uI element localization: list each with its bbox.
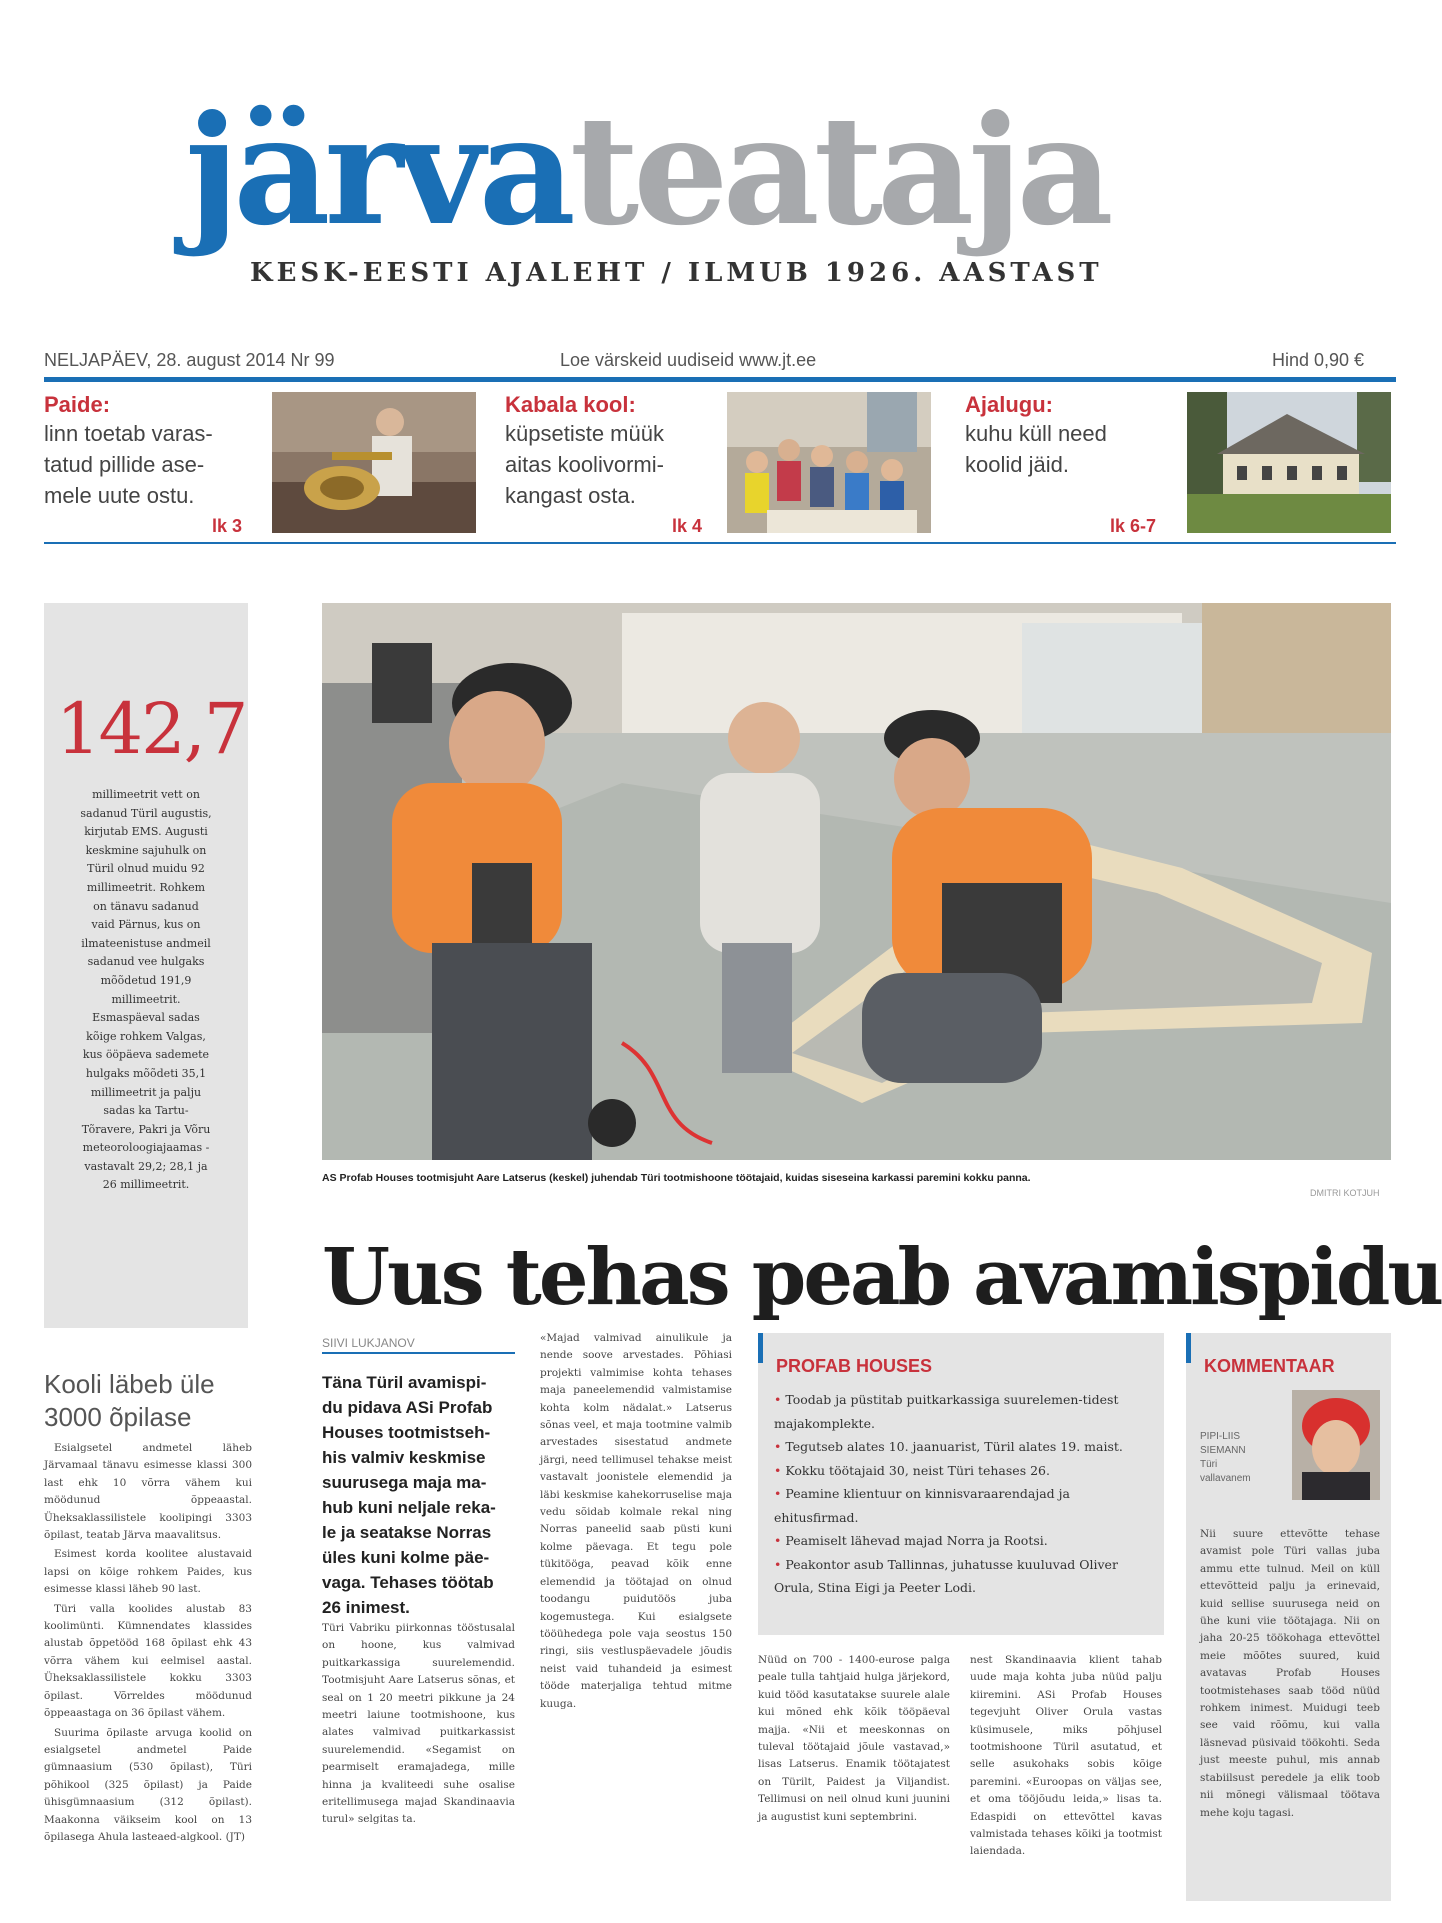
teaser-page-ref[interactable]: lk 3 bbox=[212, 516, 243, 536]
fact-text-line: sadanud Türil augustis, bbox=[80, 806, 212, 820]
fact-text-line: kirjutab EMS. Augusti bbox=[84, 825, 208, 839]
fact-text-line: millimeetrit. Rohkem bbox=[86, 880, 206, 894]
fact-text-line: mõõdetud 191,9 bbox=[100, 973, 192, 987]
infobox-bullet: • Peakontor asub Tallinnas, juhatusse kuuluvad Oliver Orula, Stina Eigi ja Peeter Lodi. bbox=[774, 1556, 1118, 1595]
masthead-tagline: KESK-EESTI AJALEHT / ILMUB 1926. AASTAST bbox=[250, 258, 1103, 288]
kooli-title-line: 3000 õpilase bbox=[44, 1402, 192, 1432]
fact-text-line: 26 millimeetrit. bbox=[102, 1178, 190, 1192]
article-headline: Uus tehas peab avamispidu bbox=[322, 1232, 1442, 1323]
fact-text-line: Esmaspäeval sadas bbox=[92, 1011, 200, 1025]
logo-brand-teataja: teataja bbox=[569, 83, 1108, 259]
teaser-title: Kabala kool: bbox=[505, 392, 636, 417]
kooli-paragraph: Esialgsetel andmetel läheb Järvamaal tänavu esimesse klassi 300 last ehk 10 võrra vähem kui möödunud õppeaastal. Üheksaklassilistele koolipingi 3303 õpilast, teatab Järva maavalitsus. bbox=[44, 1442, 252, 1542]
fact-text-line: hulgaks mõõdeti 35,1 bbox=[85, 1066, 207, 1080]
teaser-text-line: aitas koolivormi- bbox=[505, 452, 664, 477]
lead-line: 26 inimest. bbox=[322, 1598, 410, 1617]
kooli-body bbox=[44, 1440, 252, 1846]
issue-date: NELJAPÄEV, 28. august 2014 Nr 99 bbox=[44, 350, 335, 370]
fact-text-line: Türil olnud muidu 92 bbox=[87, 862, 205, 876]
photo-credit: DMITRI KOTJUH bbox=[1310, 1188, 1380, 1198]
infobox-accent-bar bbox=[758, 1333, 763, 1363]
infobox-bullet: • Peamine klientuur on kinnisvaraarendajad ja ehitusfirmad. bbox=[774, 1486, 1070, 1525]
masthead-logo bbox=[185, 83, 1108, 259]
teaser-title: Paide: bbox=[44, 392, 111, 417]
teaser-title: Ajalugu: bbox=[965, 392, 1053, 417]
article-byline: SIIVI LUKJANOV bbox=[322, 1336, 415, 1350]
teaser-photo-horn bbox=[272, 392, 476, 533]
comment-author-line: vallavanem bbox=[1200, 1473, 1251, 1484]
bullet-dot-icon: • bbox=[774, 1486, 786, 1501]
lead-line: Täna Türil avamispi- bbox=[322, 1373, 487, 1392]
bullet-dot-icon: • bbox=[774, 1556, 786, 1572]
article-col-3: Nüüd on 700 - 1400-eurose palga peale tulla tahtjaid hulga järjekord, kuid tööd kasutatakse suurele alale kui mõned ehk kõik tööpäeval majja. «Nii et meeskonnas on tuleval töötajaid jõule vastavad,» lisas Latserus. Enamik töötajatest on Türilt, Paidest ja Viljandist. Tellimusi on neil olnud kuni juunini ja augustist kuni septembrini. bbox=[758, 1654, 950, 1823]
lead-line: üles kuni kolme päe- bbox=[322, 1548, 490, 1567]
fact-text-line: kus ööpäeva sademete bbox=[82, 1048, 210, 1062]
kooli-title-line: Kooli läbeb üle bbox=[44, 1369, 215, 1399]
fact-text-line: millimeetrit vett on bbox=[92, 788, 200, 801]
teaser-text-line: küpsetiste müük bbox=[505, 421, 664, 446]
comment-author-line: SIEMANN bbox=[1200, 1445, 1246, 1456]
kooli-paragraph: Türi valla koolides alustab 83 koolimünti. Kümnendates klassides alustab õppetööd 168 õpilast ehk 43 võrra vähem kui eelmisel aastal. Üheksaklassilistele kokku 3303 õpilast. Võrreldes möödunud õppeaastaga on 36 õpilast vähem. bbox=[44, 1602, 252, 1720]
teaser-ajalugu[interactable] bbox=[965, 392, 1165, 480]
lead-line: du pidava ASi Profab bbox=[322, 1398, 493, 1417]
comment-accent-bar bbox=[1186, 1333, 1191, 1363]
lead-line: vaga. Tehases töötab bbox=[322, 1573, 494, 1592]
infobox-bullet: • Peamiselt lähevad majad Norra ja Rootsi. bbox=[774, 1533, 1048, 1548]
teaser-text-line: kuhu küll need bbox=[965, 421, 1107, 446]
fact-text-line: kõige rohkem Valgas, bbox=[86, 1029, 206, 1043]
article-col-1: Türi Vabriku piirkonnas tööstusalal on hoone, kus valmivad puitkarkassiga suurelemendid. Tootmisjuht Aare Latserus sõnas, et seal on 1 20 meetri pikkune ja 24 meetri laiune tootmishoone, kus alates valmivad puitkarkassist suurelemendid. «Segamist on pearmiselt eramajadega, mille hinna ja kvaliteedi suhe osalise eritellimusega majad Skandinaavia turul» selgitas ta. bbox=[322, 1622, 515, 1826]
fact-text-line: vastavalt 29,2; 28,1 ja bbox=[84, 1159, 208, 1173]
teaser-text-line: kangast osta. bbox=[505, 483, 636, 508]
infobox-bullet: • Kokku töötajaid 30, neist Türi tehases 26. bbox=[774, 1462, 1050, 1478]
kooli-paragraph: Suurima õpilaste arvuga koolid on esialgsetel andmetel Paide gümnaasium (530 õpilast), Türi põhikool (325 õpilast) ja Paide ühisgümnaasium (312 õpilast). Maakonna väikseim kool on 13 õpilasega Ahula lasteaed-algkool. (JT) bbox=[44, 1726, 252, 1843]
teaser-photo-children bbox=[727, 392, 931, 533]
comment-title: KOMMENTAAR bbox=[1204, 1356, 1335, 1376]
infobox-bullet: • Tegutseb alates 10. jaanuarist, Türil alates 19. maist. bbox=[774, 1439, 1123, 1454]
comment-text: Nii suure ettevõtte tehase avamist pole Türi vallas juba ammu ette tulnud. Meil on küll ettevõtteid palju ja erinevaid, kuid sellise suurusega neid on ühe kuni viie töötajaga. Nii on jaha 20-25 töökohaga ettevõttel meie mõõtes suured, kuid avatavas Profab Houses tootmistehases saab tööd nüüd rohkem inimest. Muidugi teeb see vaid rõõmu, kui valla läsnevad püsivaid töökohti. Seda just meeste puhul, mis annab stabiilsust peredele ja elik toob nii mõnegi välismaal töötava mehe koju tagasi. bbox=[1200, 1528, 1380, 1819]
fact-text-line: sadas ka Tartu- bbox=[103, 1104, 189, 1118]
article-col-2: «Majad valmivad ainulikule ja nende soove arvestades. Põhiasi projekti valmimise kohta tehases maja paneelemendid valmistamise kohta kolm nädalat.» Latserus sõnas veel, et maja tootmine valmib arvestades sisestatud andmete järgi, need tellimusel tehakse meist vastavalt joonistele elemendid ja läbi keskmise kahekorruselise maja vedu sõidab kolmale rekal ning Norras paneelid saab püsti kuni kolme päevaga. Et tegu pole tükitööga, peavad kõik enne elemendid ja töötajad on olnud toodangu puidutöös juba kogemustega. Kui esialgsete tööühedega pole vaja seostus 150 ringi, siis vestluspäevadele jõudis neist vaid tuhandeid ja esimest tööde materjaliga tehtud mitme kuuga. bbox=[540, 1332, 732, 1710]
bullet-dot-icon: • bbox=[774, 1462, 786, 1478]
teaser-photo-house bbox=[1187, 392, 1391, 533]
kooli-title bbox=[44, 1368, 254, 1434]
article-col-4: nest Skandinaavia klient tahab uude maja kohta juba nüüd palju kiiremini. ASi Profab Houses tegevjuht Oliver Orula vastas küsimusele, miks põhjusel tootmishoone Türil asutatud, et selle asukohaks sobis kõige paremini. «Euroopas on väljas see, et oma tööjõudu leida,» lisas ta. Edaspidi on ettevõttel kavas valmistada tehases kõiki ja tootmist laiendada. bbox=[970, 1654, 1162, 1858]
bullet-dot-icon: • bbox=[774, 1392, 786, 1407]
teaser-kabala[interactable] bbox=[505, 392, 715, 511]
lead-line: his valmiv keskmise bbox=[322, 1448, 486, 1467]
teaser-text-line: mele uute ostu. bbox=[44, 483, 195, 508]
teaser-bottom-rule bbox=[44, 542, 1396, 544]
article-lead bbox=[322, 1370, 522, 1620]
comment-author-line: Türi bbox=[1200, 1459, 1218, 1470]
teaser-text-line: koolid jäid. bbox=[965, 452, 1069, 477]
bullet-dot-icon: • bbox=[774, 1439, 786, 1454]
fact-text-line: millimeetrit ja palju bbox=[90, 1085, 202, 1099]
teaser-paide[interactable] bbox=[44, 392, 244, 511]
kooli-paragraph: Esimest korda koolitee alustavaid lapsi on kõige rohkem Paides, kus esimesse klassi läheb 90 last. bbox=[44, 1548, 252, 1596]
teaser-page-ref[interactable]: lk 6-7 bbox=[1110, 516, 1157, 536]
fact-text bbox=[50, 786, 242, 1195]
comment-author-line: PIPI-LIIS bbox=[1200, 1431, 1241, 1442]
teaser-page-ref[interactable]: lk 4 bbox=[672, 516, 703, 536]
fact-text-line: Tõravere, Pakri ja Võru bbox=[81, 1122, 211, 1136]
fact-text-line: vaid Pärnus, kus on bbox=[91, 918, 201, 932]
fact-text-line: meteoroloogiajaamas - bbox=[82, 1141, 210, 1155]
lead-line: suurusega maja ma- bbox=[322, 1473, 487, 1492]
fact-number: 142,7 bbox=[56, 688, 247, 770]
comment-author-photo bbox=[1292, 1390, 1380, 1500]
infobox-title: PROFAB HOUSES bbox=[776, 1356, 933, 1376]
lead-line: le ja seatakse Norras bbox=[322, 1523, 492, 1542]
teaser-text-line: tatud pillide ase- bbox=[44, 452, 205, 477]
fact-text-line: millimeetrit. bbox=[111, 992, 181, 1006]
main-photo-factory bbox=[322, 603, 1391, 1160]
lead-line: Houses tootmistseh- bbox=[322, 1423, 491, 1442]
lead-line: hub kuni neljale reka- bbox=[322, 1498, 496, 1517]
bullet-dot-icon: • bbox=[774, 1533, 786, 1548]
price: Hind 0,90 € bbox=[1272, 350, 1365, 370]
photo-caption: AS Profab Houses tootmisjuht Aare Latserus (keskel) juhendab Türi tootmishoone töötajaid, kuidas siseseina karkassi paremini kokku panna. bbox=[322, 1172, 1031, 1184]
infobox-bullet: • Toodab ja püstitab puitkarkassiga suurelemen-tidest majakomplekte. bbox=[774, 1392, 1119, 1431]
fact-text-line: ilmateenistuse andmeil bbox=[81, 936, 211, 950]
logo-brand-jarva: järva bbox=[185, 83, 570, 259]
fact-text-line: keskmine sajuhulk on bbox=[85, 843, 207, 857]
website-promo[interactable]: Loe värskeid uudiseid www.jt.ee bbox=[560, 350, 817, 370]
fact-text-line: on tänavu sadanud bbox=[93, 899, 199, 913]
teaser-text-line: linn toetab varas- bbox=[44, 421, 213, 446]
top-rule bbox=[44, 377, 1396, 382]
byline-rule bbox=[322, 1352, 515, 1354]
infobox-bullets bbox=[774, 1388, 1154, 1600]
fact-text-line: sadanud vee hulgaks bbox=[87, 955, 205, 969]
comment-author bbox=[1200, 1430, 1251, 1486]
